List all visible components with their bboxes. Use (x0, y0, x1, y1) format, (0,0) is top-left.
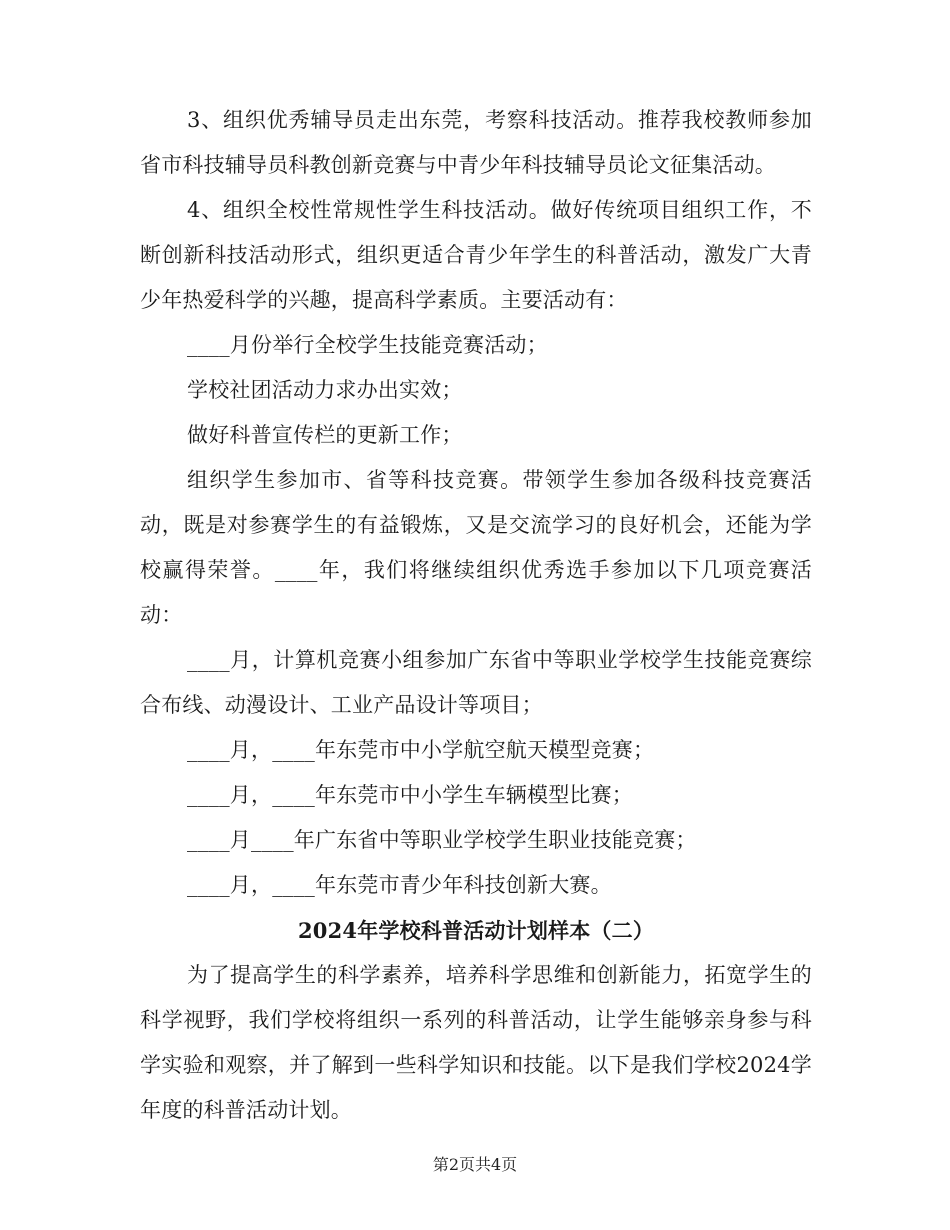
list-item: ____月，____年东莞市中小学航空航天模型竞赛； (187, 738, 655, 762)
paragraph: 4、组织全校性常规性学生科技活动。做好传统项目组织工作，不断创新科技活动形式，组织更适合青少年学生的科普活动，激发广大青少年热爱科学的兴趣，提高科学素质。主要活动有： (140, 198, 812, 312)
list-item: ____月，____年东莞市青少年科技创新大赛。 (187, 873, 612, 897)
paragraph: 3、组织优秀辅导员走出东莞，考察科技活动。推荐我校教师参加省市科技辅导员科教创新竞赛与中青少年科技辅导员论文征集活动。 (140, 108, 812, 177)
list-item: 做好科普宣传栏的更新工作； (187, 423, 463, 447)
document-body (140, 98, 812, 1133)
list-item: ____月份举行全校学生技能竞赛活动； (187, 333, 548, 357)
paragraph: 为了提高学生的科学素养，培养科学思维和创新能力，拓宽学生的科学视野，我们学校将组织一系列的科普活动，让学生能够亲身参与科学实验和观察，并了解到一些科学知识和技能。以下是我们学校2024学年度的科普活动计划。 (140, 963, 812, 1122)
list-item: 学校社团活动力求办出实效； (187, 378, 463, 402)
page-indicator: 第2页共4页 (432, 1155, 518, 1174)
list-item: ____月，计算机竞赛小组参加广东省中等职业学校学生技能竞赛综合布线、动漫设计、工业产品设计等项目； (140, 648, 812, 717)
list-item: ____月，____年东莞市中小学生车辆模型比赛； (187, 783, 633, 807)
list-item: ____月____年广东省中等职业学校学生职业技能竞赛； (187, 828, 697, 852)
paragraph: 组织学生参加市、省等科技竞赛。带领学生参加各级科技竞赛活动，既是对参赛学生的有益锻炼，又是交流学习的良好机会，还能为学校赢得荣誉。____年，我们将继续组织优秀选手参加以下几项竞赛活动： (140, 468, 812, 627)
section-title: 2024年学校科普活动计划样本（二） (297, 918, 655, 943)
